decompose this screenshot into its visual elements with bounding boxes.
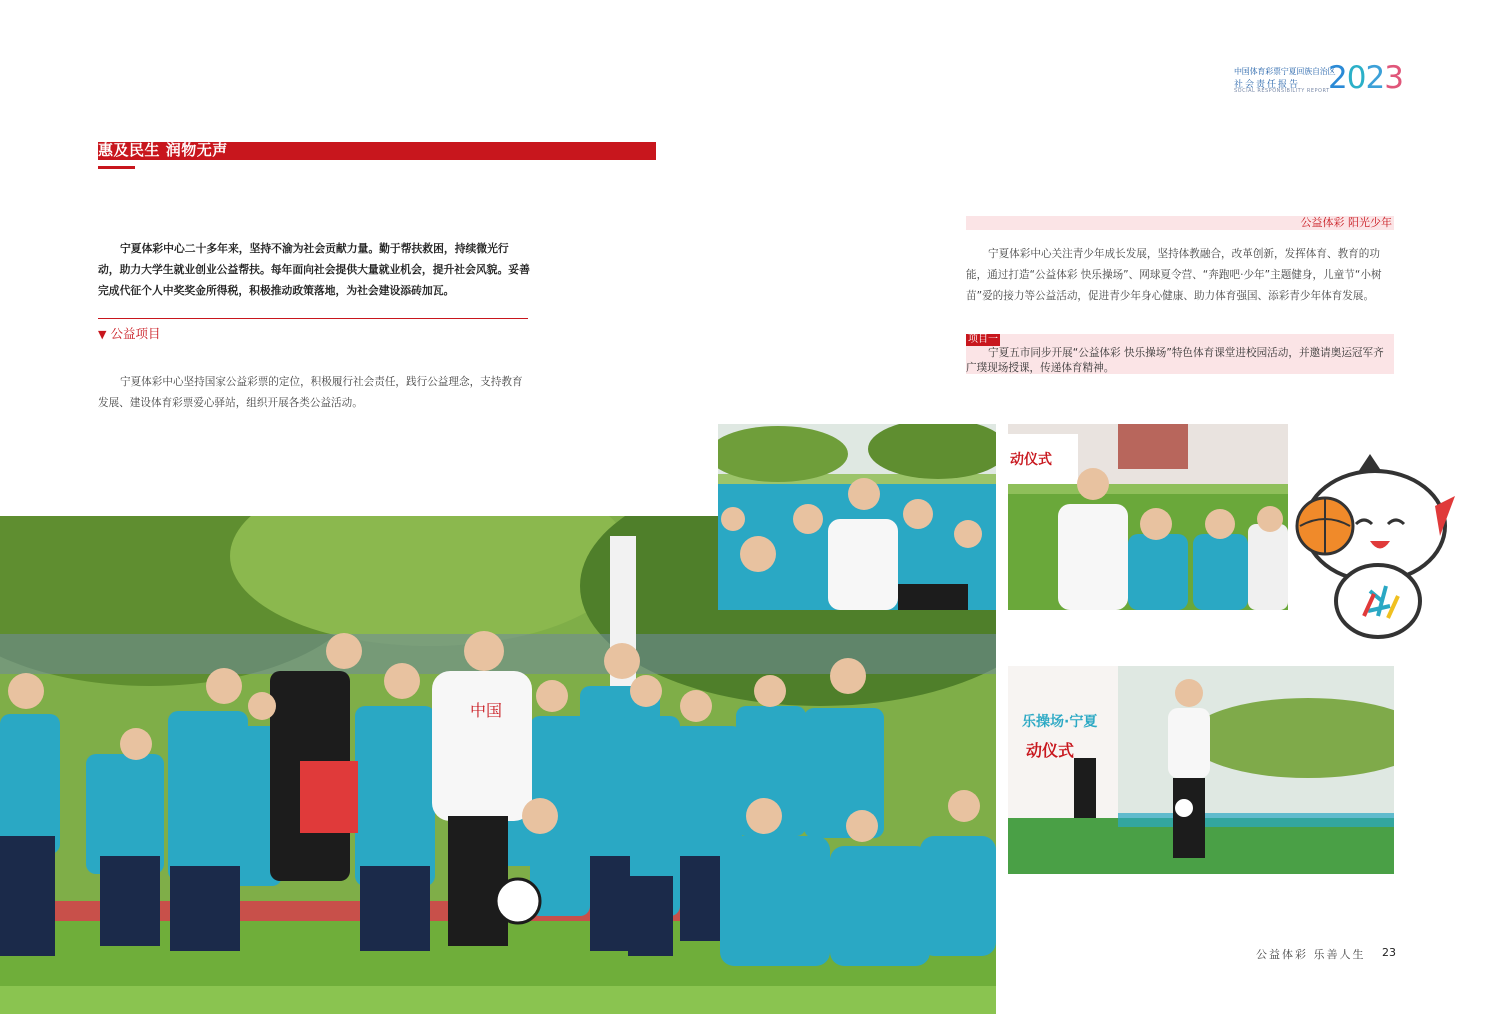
banner-text-1: 动仪式: [1010, 452, 1052, 468]
section-title-underline: [98, 166, 135, 169]
banner-text-3: 动仪式: [1026, 741, 1075, 760]
shirt-text: 中国: [470, 701, 503, 720]
photo-students-crowd: [718, 424, 996, 610]
right-paragraph: 宁夏体彩中心关注青少年成长发展，坚持体教融合，改革创新，发挥体育、教育的功能，通过打造“公益体彩 快乐操场”、网球夏令营、“奔跑吧·少年”主题健身，儿童节“小树苗”爱的接力等公益活动，促进青少年身心健康、助力体育强国、添彩青少年体育发展。: [966, 248, 1382, 302]
report-logo: [1234, 60, 1403, 96]
mascot-illustration: [1290, 446, 1460, 646]
logo-org-name: 中国体育彩票宁夏回族自治区: [1234, 67, 1336, 76]
right-band: [966, 216, 1394, 230]
intro-paragraph: 宁夏体彩中心二十多年来，坚持不渝为社会贡献力量。勤于帮扶救困，持续微光行动，助力大学生就业创业公益帮扶。每年面向社会提供大量就业机会，提升社会风貌。妥善完成代征个人中奖奖金所得税，积极推动政策落地，为社会建设添砖加瓦。: [98, 242, 530, 297]
footer-slogan: 公益体彩 乐善人生: [1256, 948, 1366, 961]
section-title: 惠及民生 润物无声: [98, 141, 228, 159]
triangle-down-icon: ▼: [98, 328, 107, 341]
body-paragraph: 宁夏体彩中心坚持国家公益彩票的定位，积极履行社会责任，践行公益理念，支持教育发展、建设体育彩票爱心驿站，组织开展各类公益活动。: [98, 376, 523, 409]
section-title-bar: [98, 142, 656, 160]
banner-text-2: 乐操场·宁夏: [1022, 714, 1098, 730]
project-text: 宁夏五市同步开展“公益体彩 快乐操场”特色体育课堂进校园活动，并邀请奥运冠军齐广璞现场授课，传递体育精神。: [966, 347, 1384, 374]
photo-ceremony-students: [1008, 424, 1288, 610]
photo-champion-football: [1008, 618, 1394, 874]
logo-report-title-en: SOCIAL RESPONSIBILITY REPORT: [1234, 88, 1330, 94]
logo-year: 2023: [1328, 60, 1403, 96]
divider: [98, 318, 528, 319]
right-band-label: 公益体彩 阳光少年: [1300, 216, 1392, 229]
logo-report-title: 社会责任报告: [1234, 80, 1301, 90]
subsection-heading: [98, 324, 160, 342]
page-number: 23: [1382, 946, 1396, 959]
project-label: 项目一: [968, 334, 998, 345]
subsection-heading-text: 公益项目: [110, 326, 161, 341]
